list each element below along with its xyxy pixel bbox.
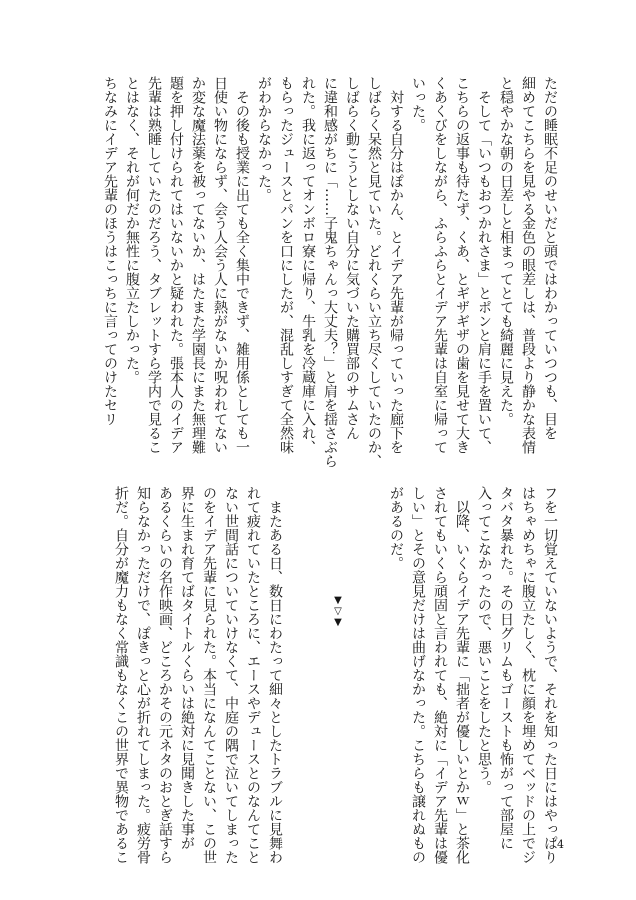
text-line: のをイデア先輩に見られた。本当になんてことない、この世 [201, 486, 217, 864]
text-line: こちらの返事も待たず、くあ、とギザギザの歯を見せて大き [454, 76, 470, 454]
text-line: そして「いつもおつかれさま」とポンと肩に手を置いて、 [476, 76, 492, 454]
section-break-mark [333, 595, 343, 628]
body-text-upper [99, 76, 561, 476]
text-line: ない世間話についていけなくて、中庭の隅で泣いてしまった [223, 486, 239, 864]
text-line: されてもいくら頑固と言われても、絶対に「イデア先輩は優 [432, 486, 448, 864]
text-line: 界に生まれ育てばタイトルくらいは絶対に見聞きした事が [179, 486, 195, 850]
page-number: 4 [557, 838, 564, 851]
text-line: 題を押し付けられてはいないかと疑われた。張本人のイデア [168, 76, 184, 454]
text-line: タバタ暴れた。その日グリムもゴーストも怖がって部屋に [498, 486, 514, 850]
text-line: 対する自分はぽかん、とイデア先輩が帰っていった廊下を [388, 76, 404, 454]
text-line: しばらく呆然と見ていた。どれくらい立ち尽くしていたのか、 [366, 76, 382, 468]
text-line: と穏やかな朝の日差しと相まってとても綺麗に見えた。 [498, 76, 514, 426]
text-line: ただの睡眠不足のせいだと頭ではわかっていつつも、目を [542, 76, 558, 440]
text-line: もらったジュースとパンを口にしたが、混乱しすぎて全然味 [278, 76, 294, 454]
text-line: ちなみにイデア先輩のほうはこっちに言ってのけたセリ [102, 76, 118, 426]
text-line: 細めてこちらを見やる金色の眼差しは、普段より静かな表情 [520, 76, 536, 454]
text-line: れて疲れていたところに、エースやデュースとのなんてこと [245, 486, 261, 864]
text-line: があるのだ。 [388, 486, 404, 570]
text-line: 入ってこなかったので、悪いことをしたと思う。 [476, 486, 492, 794]
text-line: れた。我に返ってオンボロ寮に帰り、牛乳を冷蔵庫に入れ、 [300, 76, 316, 454]
text-line: またある日、数日にわたって細々としたトラブルに見舞わ [267, 486, 283, 864]
text-line: あるくらいの名作映画、どころかその元ネタのおとぎ話すら [157, 486, 173, 864]
text-line: がわからなかった。 [256, 76, 272, 202]
text-line: に違和感がちに「……子鬼ちゃんっ大丈夫？」と肩を揺さぶら [322, 76, 338, 468]
text-line: くあくびをしながら、ふらふらとイデア先輩は自室に帰って [432, 76, 448, 454]
triangle-down-filled-icon: ▼ [334, 617, 342, 628]
text-line: 日使い物にならず、会う人会う人に熱がないか呪われてない [212, 76, 228, 454]
text-line: か変な魔法薬を被ってないか、はたまた学園長にまた無理難 [190, 76, 206, 454]
body-text-lower-left [110, 486, 286, 864]
text-line: しい」とその意見だけは曲げなかった。こちらも譲れぬもの [410, 486, 426, 864]
text-line: とはなく、それが何だか無性に腹立たしかった。 [124, 76, 140, 384]
text-line: その後も授業に出ても全く集中できず、雑用係としても一 [234, 76, 250, 454]
text-line: はちゃめちゃに腹立たしく、枕に顔を埋めてベッドの上でジ [520, 486, 536, 864]
text-line: 知らなかっただけで、ぽきっと心が折れてしまった。疲労骨 [135, 486, 151, 864]
text-line: 以降、いくらイデア先輩に「拙者が優しいとかｗ」と茶化 [454, 486, 470, 864]
text-line: 先輩は熟睡していたのだろう、タブレットすら学内で見るこ [146, 76, 162, 454]
triangle-down-filled-icon: ▼ [334, 595, 342, 606]
text-line: いった。 [410, 76, 426, 132]
triangle-down-outline-icon: ▽ [334, 606, 342, 617]
text-line: しばらく動こうとしない自分に気づいた購買部のサムさん [344, 76, 360, 440]
body-text-lower-right [385, 486, 561, 864]
text-line: 折だ。自分が魔力もなく常識もなくこの世界で異物であるこ [113, 486, 129, 864]
text-line: フを一切覚えていないようで、それを知った日にはやっぱり [542, 486, 558, 864]
